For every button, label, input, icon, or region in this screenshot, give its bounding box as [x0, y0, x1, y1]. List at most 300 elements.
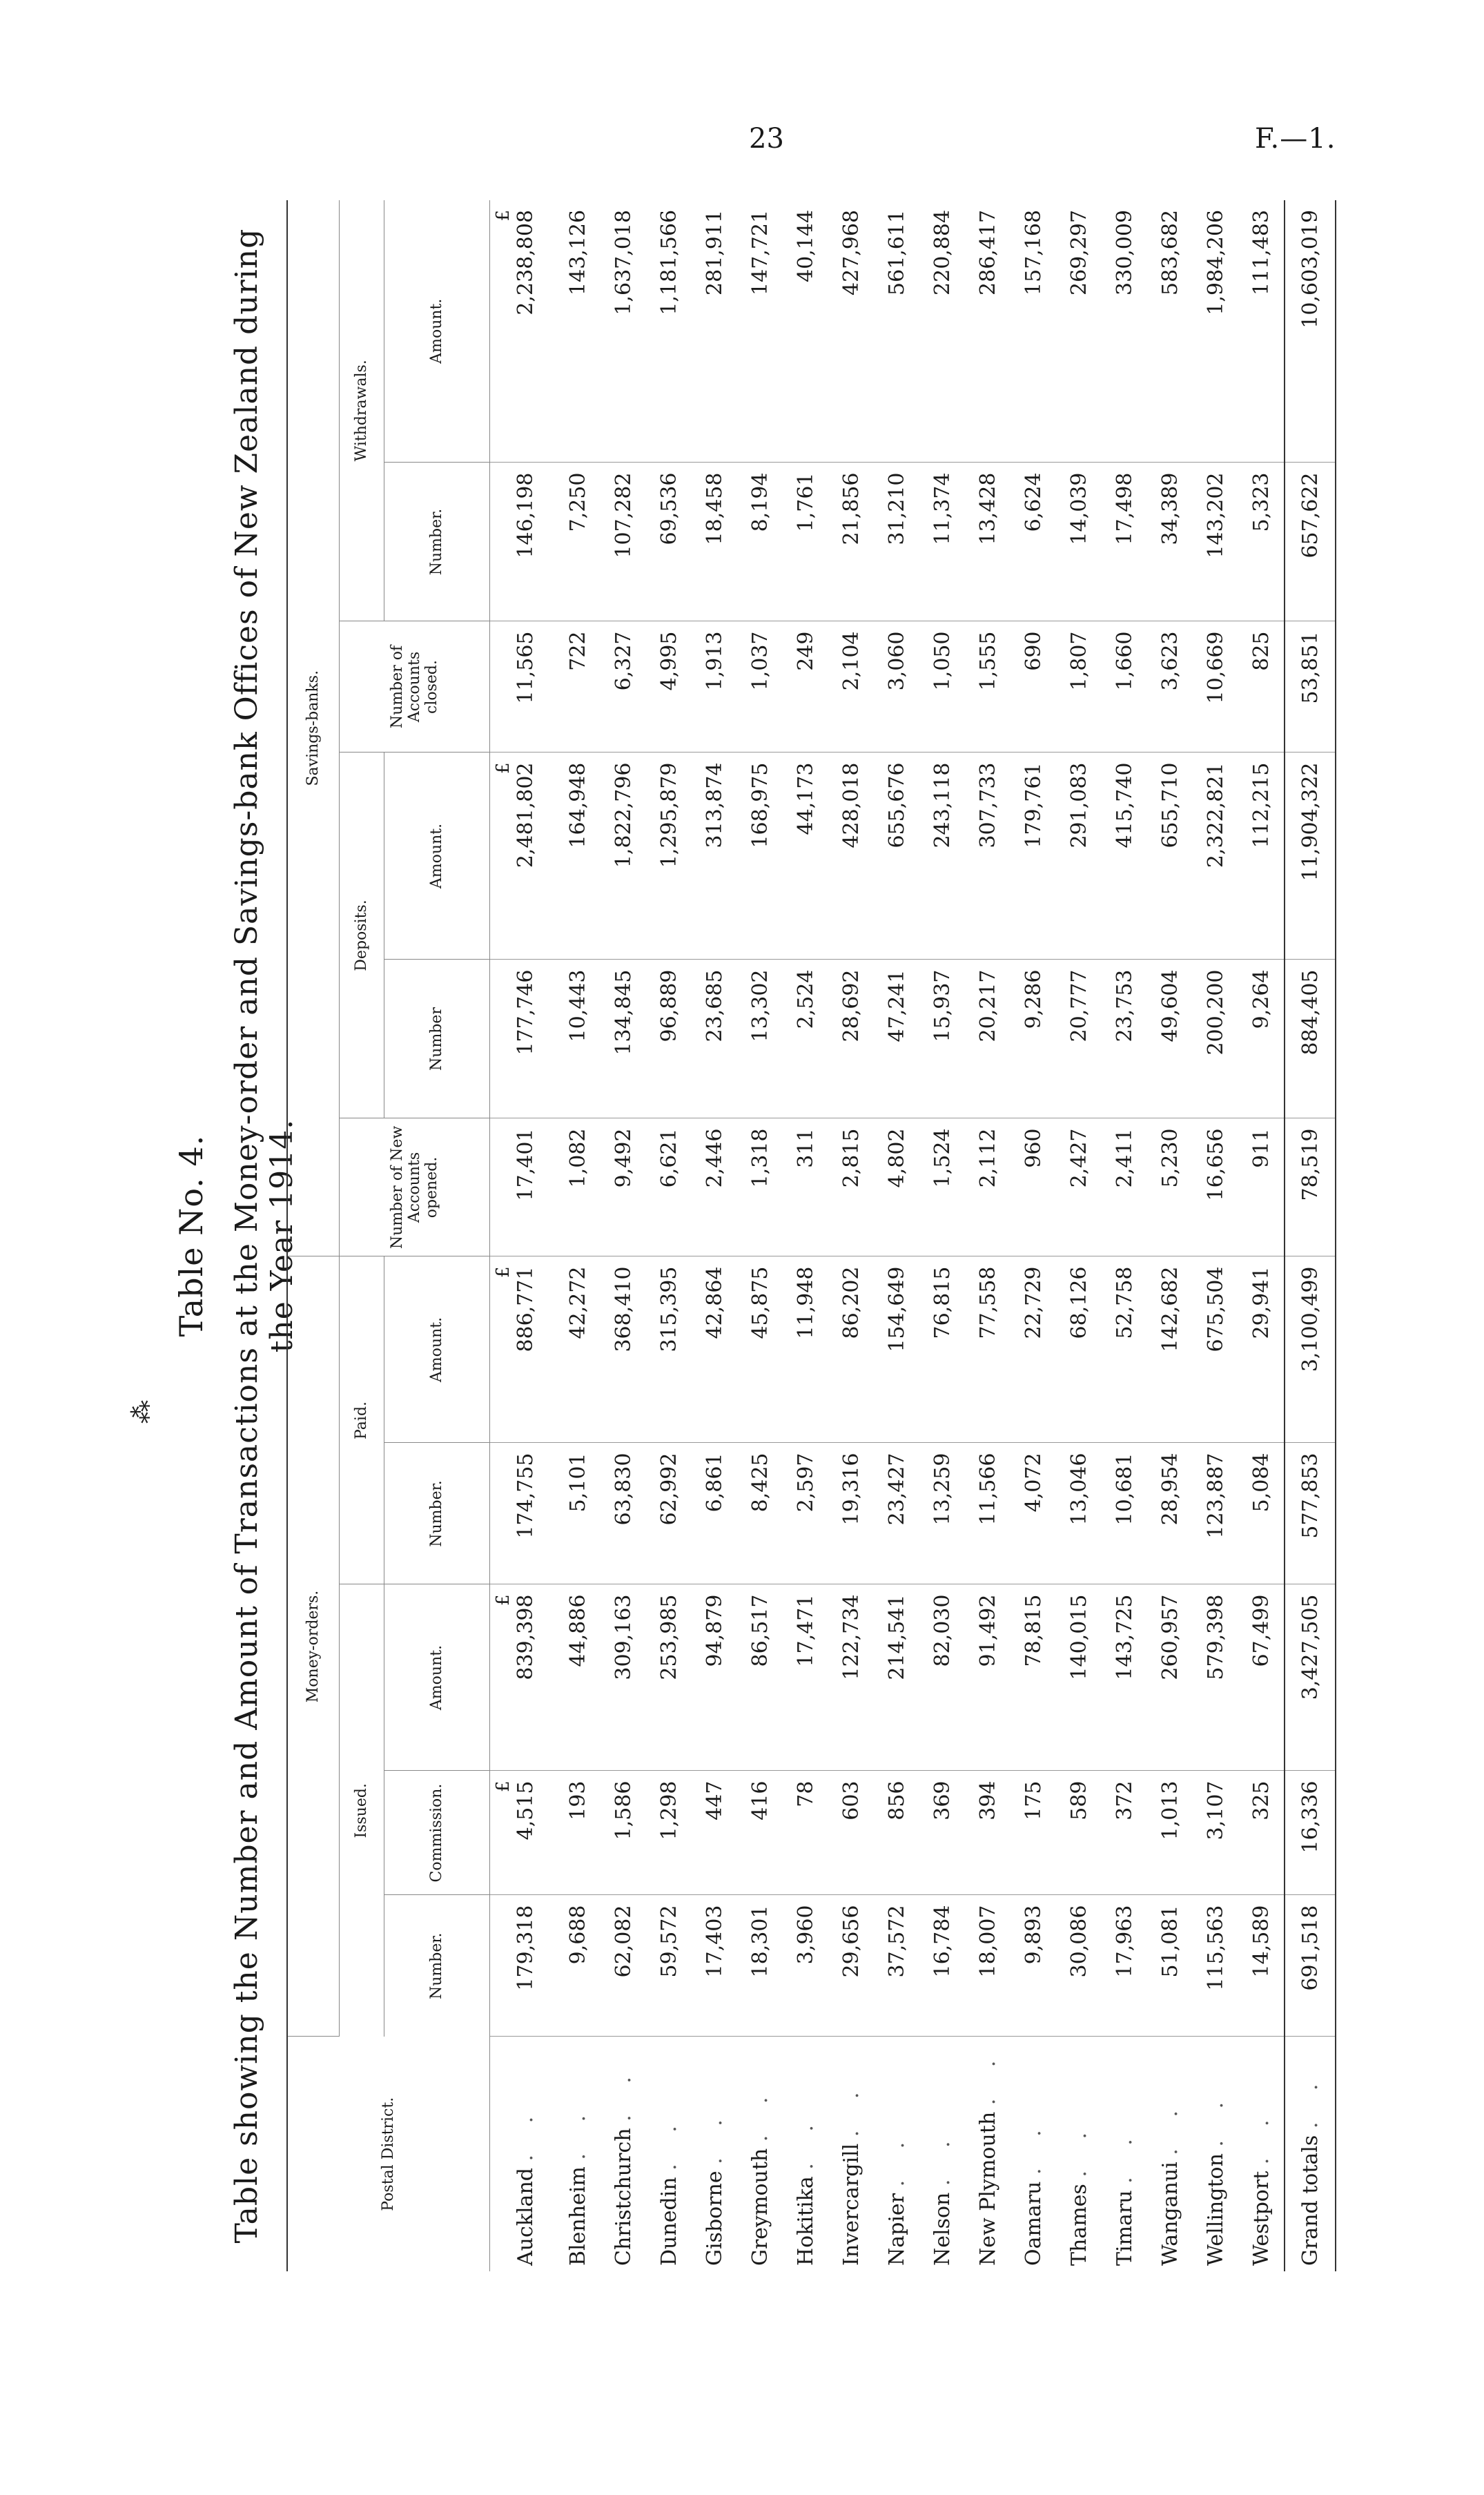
withdrawals-number-cell: 1,761 [783, 463, 828, 621]
issued-commission-cell: 1,013 [1147, 1771, 1193, 1895]
issued-number-cell: 30,086 [1056, 1895, 1102, 2037]
issued-commission-cell: 325 [1238, 1771, 1285, 1895]
leader-dots: . . [1021, 2117, 1046, 2175]
withdrawals-number-cell: 143,202 [1193, 463, 1238, 621]
deposits-number-cell: 23,753 [1102, 960, 1147, 1118]
transactions-table [286, 200, 1336, 2271]
withdrawals-number-cell: 69,536 [646, 463, 692, 621]
withdrawals-number-cell: 5,323 [1238, 463, 1285, 621]
issued-amount-cell: 253,985 [646, 1584, 692, 1771]
district-cell [1285, 2037, 1336, 2271]
header-new-accounts: Number of New Accounts opened. [340, 1118, 490, 1256]
deposits-amount-cell: 415,740 [1102, 753, 1147, 960]
leader-dots: . . [930, 2128, 955, 2186]
paid-amount-cell: 76,815 [919, 1256, 965, 1443]
accounts-closed-cell: 10,669 [1193, 621, 1238, 753]
issued-number-cell: 9,688 [555, 1895, 601, 2037]
accounts-closed-cell: 690 [1011, 621, 1056, 753]
deposits-number-cell: 15,937 [919, 960, 965, 1118]
withdrawals-amount-cell: 427,968 [828, 200, 874, 463]
deposits-amount-cell: 164,948 [555, 753, 601, 960]
table-row [1011, 200, 1056, 2271]
leader-dots: . . [884, 2129, 909, 2187]
new-accounts-cell: 960 [1011, 1118, 1056, 1256]
table-row [783, 200, 828, 2271]
header-withdrawals-amount: Amount. [384, 200, 490, 463]
new-accounts-cell: 1,524 [919, 1118, 965, 1256]
withdrawals-amount-cell: 1,984,206 [1193, 200, 1238, 463]
deposits-number-cell: 9,264 [1238, 960, 1285, 1118]
issued-amount-cell: 44,886 [555, 1584, 601, 1771]
issued-number-cell: 59,572 [646, 1895, 692, 2037]
page-number: 23 [749, 123, 784, 155]
header-paid-number: Number. [384, 1443, 490, 1584]
withdrawals-amount-cell: 147,721 [737, 200, 783, 463]
paid-number-cell: 174,755 [514, 1443, 555, 1584]
table-row [514, 200, 555, 2271]
accounts-closed-cell: 2,104 [828, 621, 874, 753]
issued-number-cell: 17,403 [692, 1895, 737, 2037]
withdrawals-number-cell: 146,198 [514, 463, 555, 621]
new-accounts-cell: 1,082 [555, 1118, 601, 1256]
district-name: Dunedin [656, 2177, 681, 2266]
withdrawals-number-cell: 34,389 [1147, 463, 1193, 621]
district-cell [737, 2037, 783, 2271]
issued-commission-cell: 369 [919, 1771, 965, 1895]
paid-amount-cell: 22,729 [1011, 1256, 1056, 1443]
deposits-amount-cell: 179,761 [1011, 753, 1056, 960]
withdrawals-number-cell: 17,498 [1102, 463, 1147, 621]
withdrawals-amount-cell: 10,603,019 [1285, 200, 1336, 463]
accounts-closed-cell: 1,913 [692, 621, 737, 753]
withdrawals-number-cell: 31,210 [874, 463, 919, 621]
table-row [692, 200, 737, 2271]
paid-number-cell: 28,954 [1147, 1443, 1193, 1584]
district-cell [919, 2037, 965, 2271]
withdrawals-amount-cell: 157,168 [1011, 200, 1056, 463]
new-accounts-cell: 16,656 [1193, 1118, 1238, 1256]
paid-number-cell: 13,259 [919, 1443, 965, 1584]
header-row-groups [287, 200, 340, 2271]
table-row [965, 200, 1011, 2271]
header-deposits-amount: Amount. [384, 753, 490, 960]
district-cell [514, 2037, 555, 2271]
issued-amount-cell: 839,398 [514, 1584, 555, 1771]
header-issued-amount: Amount. [384, 1584, 490, 1771]
accounts-closed-cell: 722 [555, 621, 601, 753]
issued-amount-cell: 86,517 [737, 1584, 783, 1771]
issued-amount-cell: 78,815 [1011, 1584, 1056, 1771]
withdrawals-number-cell: 8,194 [737, 463, 783, 621]
deposits-amount-cell: 307,733 [965, 753, 1011, 960]
accounts-closed-cell: 1,555 [965, 621, 1011, 753]
issued-commission-cell: 856 [874, 1771, 919, 1895]
rotated-table-block [173, 200, 1429, 2271]
leader-dots: . . [1298, 2071, 1322, 2129]
deposits-number-cell: 96,889 [646, 960, 692, 1118]
table-row [1147, 200, 1193, 2271]
deposits-number-cell: 200,200 [1193, 960, 1238, 1118]
issued-commission-cell: 175 [1011, 1771, 1056, 1895]
new-accounts-cell: 1,318 [737, 1118, 783, 1256]
paid-amount-cell: 142,682 [1147, 1256, 1193, 1443]
issued-commission-cell: 3,107 [1193, 1771, 1238, 1895]
accounts-closed-cell: 11,565 [514, 621, 555, 753]
accounts-closed-cell: 1,050 [919, 621, 965, 753]
paid-number-cell: 577,853 [1285, 1443, 1336, 1584]
new-accounts-cell: 2,446 [692, 1118, 737, 1256]
issued-commission-cell: 589 [1056, 1771, 1102, 1895]
table-row [1193, 200, 1238, 2271]
deposits-amount-cell: 44,173 [783, 753, 828, 960]
issued-amount-cell: 260,957 [1147, 1584, 1193, 1771]
issued-number-cell: 29,656 [828, 1895, 874, 2037]
withdrawals-amount-cell: 269,297 [1056, 200, 1102, 463]
totals-row [1285, 200, 1336, 2271]
new-accounts-cell: 17,401 [514, 1118, 555, 1256]
withdrawals-amount-cell: 286,417 [965, 200, 1011, 463]
issued-number-cell: 14,589 [1238, 1895, 1285, 2037]
issued-amount-cell: 82,030 [919, 1584, 965, 1771]
district-name: Wellington [1203, 2153, 1228, 2266]
deposits-amount-cell: 11,904,322 [1285, 753, 1336, 960]
deposits-number-cell: 134,845 [601, 960, 646, 1118]
unit-symbol: £ [490, 753, 514, 960]
header-money-orders: Money-orders. [287, 1256, 340, 2037]
new-accounts-cell: 78,519 [1285, 1118, 1336, 1256]
leader-dots: . . [1158, 2098, 1182, 2155]
district-cell [828, 2037, 874, 2271]
paid-amount-cell: 86,202 [828, 1256, 874, 1443]
district-name: Blenheim [565, 2166, 590, 2266]
district-cell [1011, 2037, 1056, 2271]
unit-symbol: £ [490, 1584, 514, 1771]
issued-commission-cell: 193 [555, 1771, 601, 1895]
deposits-number-cell: 2,524 [783, 960, 828, 1118]
withdrawals-number-cell: 21,856 [828, 463, 874, 621]
paid-amount-cell: 675,504 [1193, 1256, 1238, 1443]
issued-amount-cell: 17,471 [783, 1584, 828, 1771]
deposits-amount-cell: 291,083 [1056, 753, 1102, 960]
district-cell [646, 2037, 692, 2271]
deposits-number-cell: 47,241 [874, 960, 919, 1118]
new-accounts-cell: 2,427 [1056, 1118, 1102, 1256]
new-accounts-cell: 5,230 [1147, 1118, 1193, 1256]
table-row [919, 200, 965, 2271]
issued-commission-cell: 78 [783, 1771, 828, 1895]
accounts-closed-cell: 4,995 [646, 621, 692, 753]
paid-amount-cell: 42,272 [555, 1256, 601, 1443]
district-cell [555, 2037, 601, 2271]
issued-commission-cell: 603 [828, 1771, 874, 1895]
issued-amount-cell: 3,427,505 [1285, 1584, 1336, 1771]
accounts-closed-cell: 825 [1238, 621, 1285, 753]
accounts-closed-cell: 1,807 [1056, 621, 1102, 753]
new-accounts-cell: 2,112 [965, 1118, 1011, 1256]
issued-amount-cell: 214,541 [874, 1584, 919, 1771]
district-name: Westport [1249, 2171, 1273, 2266]
issued-commission-cell: 16,336 [1285, 1771, 1336, 1895]
header-issued-number: Number. [384, 1895, 490, 2037]
table-row [555, 200, 601, 2271]
unit-symbol: £ [490, 1256, 514, 1443]
paid-amount-cell: 42,864 [692, 1256, 737, 1443]
issued-commission-cell: 1,586 [601, 1771, 646, 1895]
issued-number-cell: 51,081 [1147, 1895, 1193, 2037]
deposits-number-cell: 884,405 [1285, 960, 1336, 1118]
paid-amount-cell: 52,758 [1102, 1256, 1147, 1443]
leader-dots: . . [514, 2104, 538, 2162]
district-name: Hokitika [793, 2176, 818, 2266]
issued-amount-cell: 91,492 [965, 1584, 1011, 1771]
leader-dots: . . [702, 2107, 727, 2164]
withdrawals-amount-cell: 220,884 [919, 200, 965, 463]
deposits-number-cell: 13,302 [737, 960, 783, 1118]
header-paid-amount: Amount. [384, 1256, 490, 1443]
deposits-number-cell: 177,746 [514, 960, 555, 1118]
withdrawals-amount-cell: 1,181,566 [646, 200, 692, 463]
deposits-amount-cell: 1,822,796 [601, 753, 646, 960]
deposits-number-cell: 28,692 [828, 960, 874, 1118]
paid-number-cell: 5,101 [555, 1443, 601, 1584]
new-accounts-cell: 9,492 [601, 1118, 646, 1256]
deposits-amount-cell: 1,295,879 [646, 753, 692, 960]
table-number: Table No. 4. [173, 1134, 210, 1337]
issued-commission-cell: 416 [737, 1771, 783, 1895]
paid-amount-cell: 11,948 [783, 1256, 828, 1443]
district-name: Timaru [1112, 2190, 1137, 2266]
withdrawals-amount-cell: 143,126 [555, 200, 601, 463]
paid-amount-cell: 45,875 [737, 1256, 783, 1443]
district-name: Invercargill [839, 2143, 863, 2266]
issued-number-cell: 18,007 [965, 1895, 1011, 2037]
new-accounts-cell: 6,621 [646, 1118, 692, 1256]
table-row [874, 200, 919, 2271]
issued-amount-cell: 579,398 [1193, 1584, 1238, 1771]
issued-number-cell: 18,301 [737, 1895, 783, 2037]
issued-number-cell: 9,893 [1011, 1895, 1056, 2037]
deposits-number-cell: 20,777 [1056, 960, 1102, 1118]
withdrawals-number-cell: 13,428 [965, 463, 1011, 621]
district-name: Auckland [514, 2168, 538, 2266]
issued-amount-cell: 122,734 [828, 1584, 874, 1771]
deposits-amount-cell: 243,118 [919, 753, 965, 960]
deposits-amount-cell: 2,481,802 [514, 753, 555, 960]
issued-number-cell: 691,518 [1285, 1895, 1336, 2037]
leader-dots: . . [565, 2103, 590, 2160]
withdrawals-number-cell: 7,250 [555, 463, 601, 621]
district-cell [965, 2037, 1011, 2271]
leader-dots: . . [611, 2064, 636, 2122]
accounts-closed-cell: 3,060 [874, 621, 919, 753]
deposits-amount-cell: 313,874 [692, 753, 737, 960]
header-postal-district: Postal District. [287, 2037, 490, 2271]
district-cell [783, 2037, 828, 2271]
issued-amount-cell: 309,163 [601, 1584, 646, 1771]
leader-dots: . . [1203, 2089, 1228, 2147]
leader-dots: . . [656, 2113, 681, 2171]
withdrawals-number-cell: 6,624 [1011, 463, 1056, 621]
withdrawals-number-cell: 107,282 [601, 463, 646, 621]
accounts-closed-cell: 3,623 [1147, 621, 1193, 753]
header-accounts-closed: Number of Accounts closed. [340, 621, 490, 753]
paid-number-cell: 6,861 [692, 1443, 737, 1584]
withdrawals-amount-cell: 2,238,808 [514, 200, 555, 463]
header-issued: Issued. [340, 1584, 384, 2037]
paid-number-cell: 8,425 [737, 1443, 783, 1584]
deposits-number-cell: 9,286 [1011, 960, 1056, 1118]
table-row [1238, 200, 1285, 2271]
paid-number-cell: 123,887 [1193, 1443, 1238, 1584]
header-paid: Paid. [340, 1256, 384, 1584]
district-cell [874, 2037, 919, 2271]
paid-number-cell: 11,566 [965, 1443, 1011, 1584]
withdrawals-amount-cell: 111,483 [1238, 200, 1285, 463]
withdrawals-number-cell: 18,458 [692, 463, 737, 621]
issued-number-cell: 3,960 [783, 1895, 828, 2037]
issued-commission-cell: 394 [965, 1771, 1011, 1895]
issued-number-cell: 17,963 [1102, 1895, 1147, 2037]
district-name: New Plymouth [975, 2111, 1000, 2266]
table-row [1056, 200, 1102, 2271]
leader-dots: . . [839, 2079, 863, 2137]
paid-number-cell: 2,597 [783, 1443, 828, 1584]
paid-number-cell: 62,992 [646, 1443, 692, 1584]
district-cell [1147, 2037, 1193, 2271]
new-accounts-cell: 4,802 [874, 1118, 919, 1256]
deposits-number-cell: 23,685 [692, 960, 737, 1118]
issued-amount-cell: 143,725 [1102, 1584, 1147, 1771]
paid-amount-cell: 77,558 [965, 1256, 1011, 1443]
paid-amount-cell: 154,649 [874, 1256, 919, 1443]
deposits-number-cell: 10,443 [555, 960, 601, 1118]
unit-symbol: £ [490, 1771, 514, 1895]
district-name: Oamaru [1021, 2181, 1046, 2266]
withdrawals-amount-cell: 583,682 [1147, 200, 1193, 463]
accounts-closed-cell: 53,851 [1285, 621, 1336, 753]
issued-commission-cell: 4,515 [514, 1771, 555, 1895]
issued-number-cell: 115,563 [1193, 1895, 1238, 2037]
issued-number-cell: 179,318 [514, 1895, 555, 2037]
table-row [828, 200, 874, 2271]
paid-number-cell: 4,072 [1011, 1443, 1056, 1584]
leader-dots: . . [1249, 2107, 1273, 2165]
issued-commission-cell: 1,298 [646, 1771, 692, 1895]
leader-dots: . . [1066, 2120, 1091, 2177]
issued-number-cell: 37,572 [874, 1895, 919, 2037]
district-name: Nelson [930, 2192, 955, 2266]
paid-amount-cell: 68,126 [1056, 1256, 1102, 1443]
table-row [646, 200, 692, 2271]
issued-amount-cell: 94,879 [692, 1584, 737, 1771]
paid-number-cell: 10,681 [1102, 1443, 1147, 1584]
deposits-amount-cell: 2,322,821 [1193, 753, 1238, 960]
leader-dots: . . [748, 2084, 772, 2142]
header-savings-banks: Savings-banks. [287, 200, 340, 1256]
leader-dots: . . [793, 2113, 818, 2170]
table-title: Table showing the Number and Amount of Transactions at the Money-order and Savings-bank Offices of New Zealand during the Year 1914. [229, 228, 300, 2244]
accounts-closed-cell: 249 [783, 621, 828, 753]
withdrawals-number-cell: 14,039 [1056, 463, 1102, 621]
paid-amount-cell: 368,410 [601, 1256, 646, 1443]
issued-amount-cell: 140,015 [1056, 1584, 1102, 1771]
table-row [601, 200, 646, 2271]
district-name: Grand totals [1298, 2135, 1322, 2266]
district-name: Wanganui [1158, 2162, 1182, 2266]
district-name: Napier [884, 2193, 909, 2266]
table-row [1102, 200, 1147, 2271]
district-cell [1193, 2037, 1238, 2271]
new-accounts-cell: 311 [783, 1118, 828, 1256]
accounts-closed-cell: 6,327 [601, 621, 646, 753]
district-cell [1102, 2037, 1147, 2271]
deposits-amount-cell: 168,975 [737, 753, 783, 960]
district-name: Greymouth [748, 2148, 772, 2266]
paid-number-cell: 19,316 [828, 1443, 874, 1584]
deposits-amount-cell: 655,710 [1147, 753, 1193, 960]
header-row-subgroups [340, 200, 384, 2271]
district-cell [1238, 2037, 1285, 2271]
district-name: Thames [1066, 2184, 1091, 2266]
paid-number-cell: 5,084 [1238, 1443, 1285, 1584]
header-deposits: Deposits. [340, 753, 384, 1118]
district-cell [1056, 2037, 1102, 2271]
deposits-number-cell: 20,217 [965, 960, 1011, 1118]
withdrawals-amount-cell: 40,144 [783, 200, 828, 463]
district-cell [601, 2037, 646, 2271]
paid-amount-cell: 315,395 [646, 1256, 692, 1443]
accounts-closed-cell: 1,660 [1102, 621, 1147, 753]
withdrawals-amount-cell: 561,611 [874, 200, 919, 463]
section-marker: ⁂ [128, 1400, 155, 1424]
withdrawals-number-cell: 657,622 [1285, 463, 1336, 621]
issued-commission-cell: 447 [692, 1771, 737, 1895]
header-withdrawals: Withdrawals. [340, 200, 384, 621]
deposits-amount-cell: 655,676 [874, 753, 919, 960]
district-name: Gisborne [702, 2171, 727, 2266]
district-cell [692, 2037, 737, 2271]
paid-amount-cell: 3,100,499 [1285, 1256, 1336, 1443]
table-body [490, 200, 1336, 2271]
issued-amount-cell: 67,499 [1238, 1584, 1285, 1771]
new-accounts-cell: 2,815 [828, 1118, 874, 1256]
withdrawals-amount-cell: 1,637,018 [601, 200, 646, 463]
deposits-number-cell: 49,604 [1147, 960, 1193, 1118]
unit-row [490, 200, 514, 2271]
withdrawals-amount-cell: 330,009 [1102, 200, 1147, 463]
header-withdrawals-number: Number. [384, 463, 490, 621]
header-deposits-number: Number [384, 960, 490, 1118]
district-name: Christchurch [611, 2128, 636, 2266]
paid-amount-cell: 29,941 [1238, 1256, 1285, 1443]
deposits-amount-cell: 112,215 [1238, 753, 1285, 960]
new-accounts-cell: 2,411 [1102, 1118, 1147, 1256]
withdrawals-number-cell: 11,374 [919, 463, 965, 621]
deposits-amount-cell: 428,018 [828, 753, 874, 960]
accounts-closed-cell: 1,037 [737, 621, 783, 753]
paid-amount-cell: 886,771 [514, 1256, 555, 1443]
header-issued-commission: Commission. [384, 1771, 490, 1895]
new-accounts-cell: 911 [1238, 1118, 1285, 1256]
paid-number-cell: 63,830 [601, 1443, 646, 1584]
issued-commission-cell: 372 [1102, 1771, 1147, 1895]
unit-symbol: £ [490, 200, 514, 463]
withdrawals-amount-cell: 281,911 [692, 200, 737, 463]
document-code: F.—1. [1255, 123, 1336, 155]
table-row [737, 200, 783, 2271]
leader-dots: . . [1112, 2126, 1137, 2184]
issued-number-cell: 16,784 [919, 1895, 965, 2037]
